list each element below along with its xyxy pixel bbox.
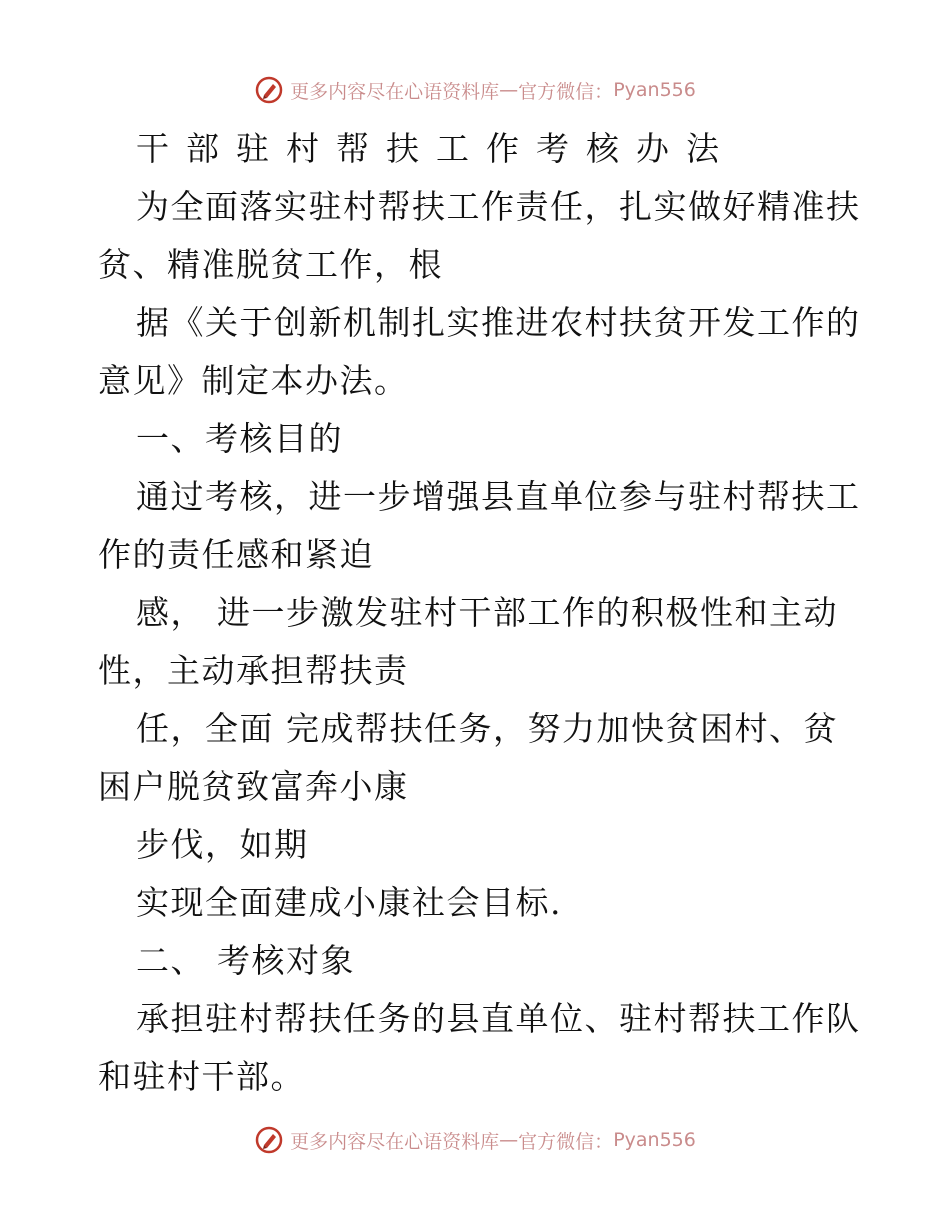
document-line: 据《关于创新机制扎实推进农村扶贫开发工作的: [136, 303, 861, 342]
watermark-header: [0, 70, 950, 110]
document-line: 意见》制定本办法。: [98, 361, 409, 400]
watermark-text: 更多内容尽在心语资料库: [290, 80, 500, 103]
document-line: 通过考核，进一步增强县直单位参与驻村帮扶工: [136, 477, 861, 516]
watermark-dash: —: [499, 79, 519, 101]
watermark-dash: —: [499, 1129, 519, 1151]
document-line: 困户脱贫致富奔小康: [98, 767, 409, 806]
document-line: 作的责任感和紧迫: [98, 535, 374, 574]
document-line: 步伐，如期: [136, 825, 309, 864]
watermark-footer: [0, 1120, 950, 1160]
document-body: [98, 120, 861, 1106]
pen-logo-icon: [254, 1125, 284, 1155]
document-line: 和驻村干部。: [98, 1057, 305, 1096]
document-line: 承担驻村帮扶任务的县直单位、驻村帮扶工作队: [136, 999, 861, 1038]
watermark-id: Pyan556: [613, 1129, 696, 1151]
watermark-text: 更多内容尽在心语资料库: [290, 1130, 500, 1153]
watermark-wechat: 官方微信：: [518, 80, 614, 103]
document-line: 一、考核目的: [136, 419, 343, 458]
document-line: 实现全面建成小康社会目标.: [136, 883, 562, 922]
pen-logo-icon: [254, 75, 284, 105]
document-line: 性，主动承担帮扶责: [98, 651, 409, 690]
document-line: 为全面落实驻村帮扶工作责任，扎实做好精准扶: [136, 187, 861, 226]
document-title: 干部驻村帮扶工作考核办法: [136, 129, 736, 168]
watermark-wechat: 官方微信：: [518, 1130, 614, 1153]
document-line: 任，全面 完成帮扶任务，努力加快贫困村、贫: [136, 709, 838, 748]
document-line: 贫、精准脱贫工作，根: [98, 245, 443, 284]
watermark-id: Pyan556: [613, 79, 696, 101]
document-line: 二、 考核对象: [136, 941, 355, 980]
document-line: 感， 进一步激发驻村干部工作的积极性和主动: [136, 593, 838, 632]
